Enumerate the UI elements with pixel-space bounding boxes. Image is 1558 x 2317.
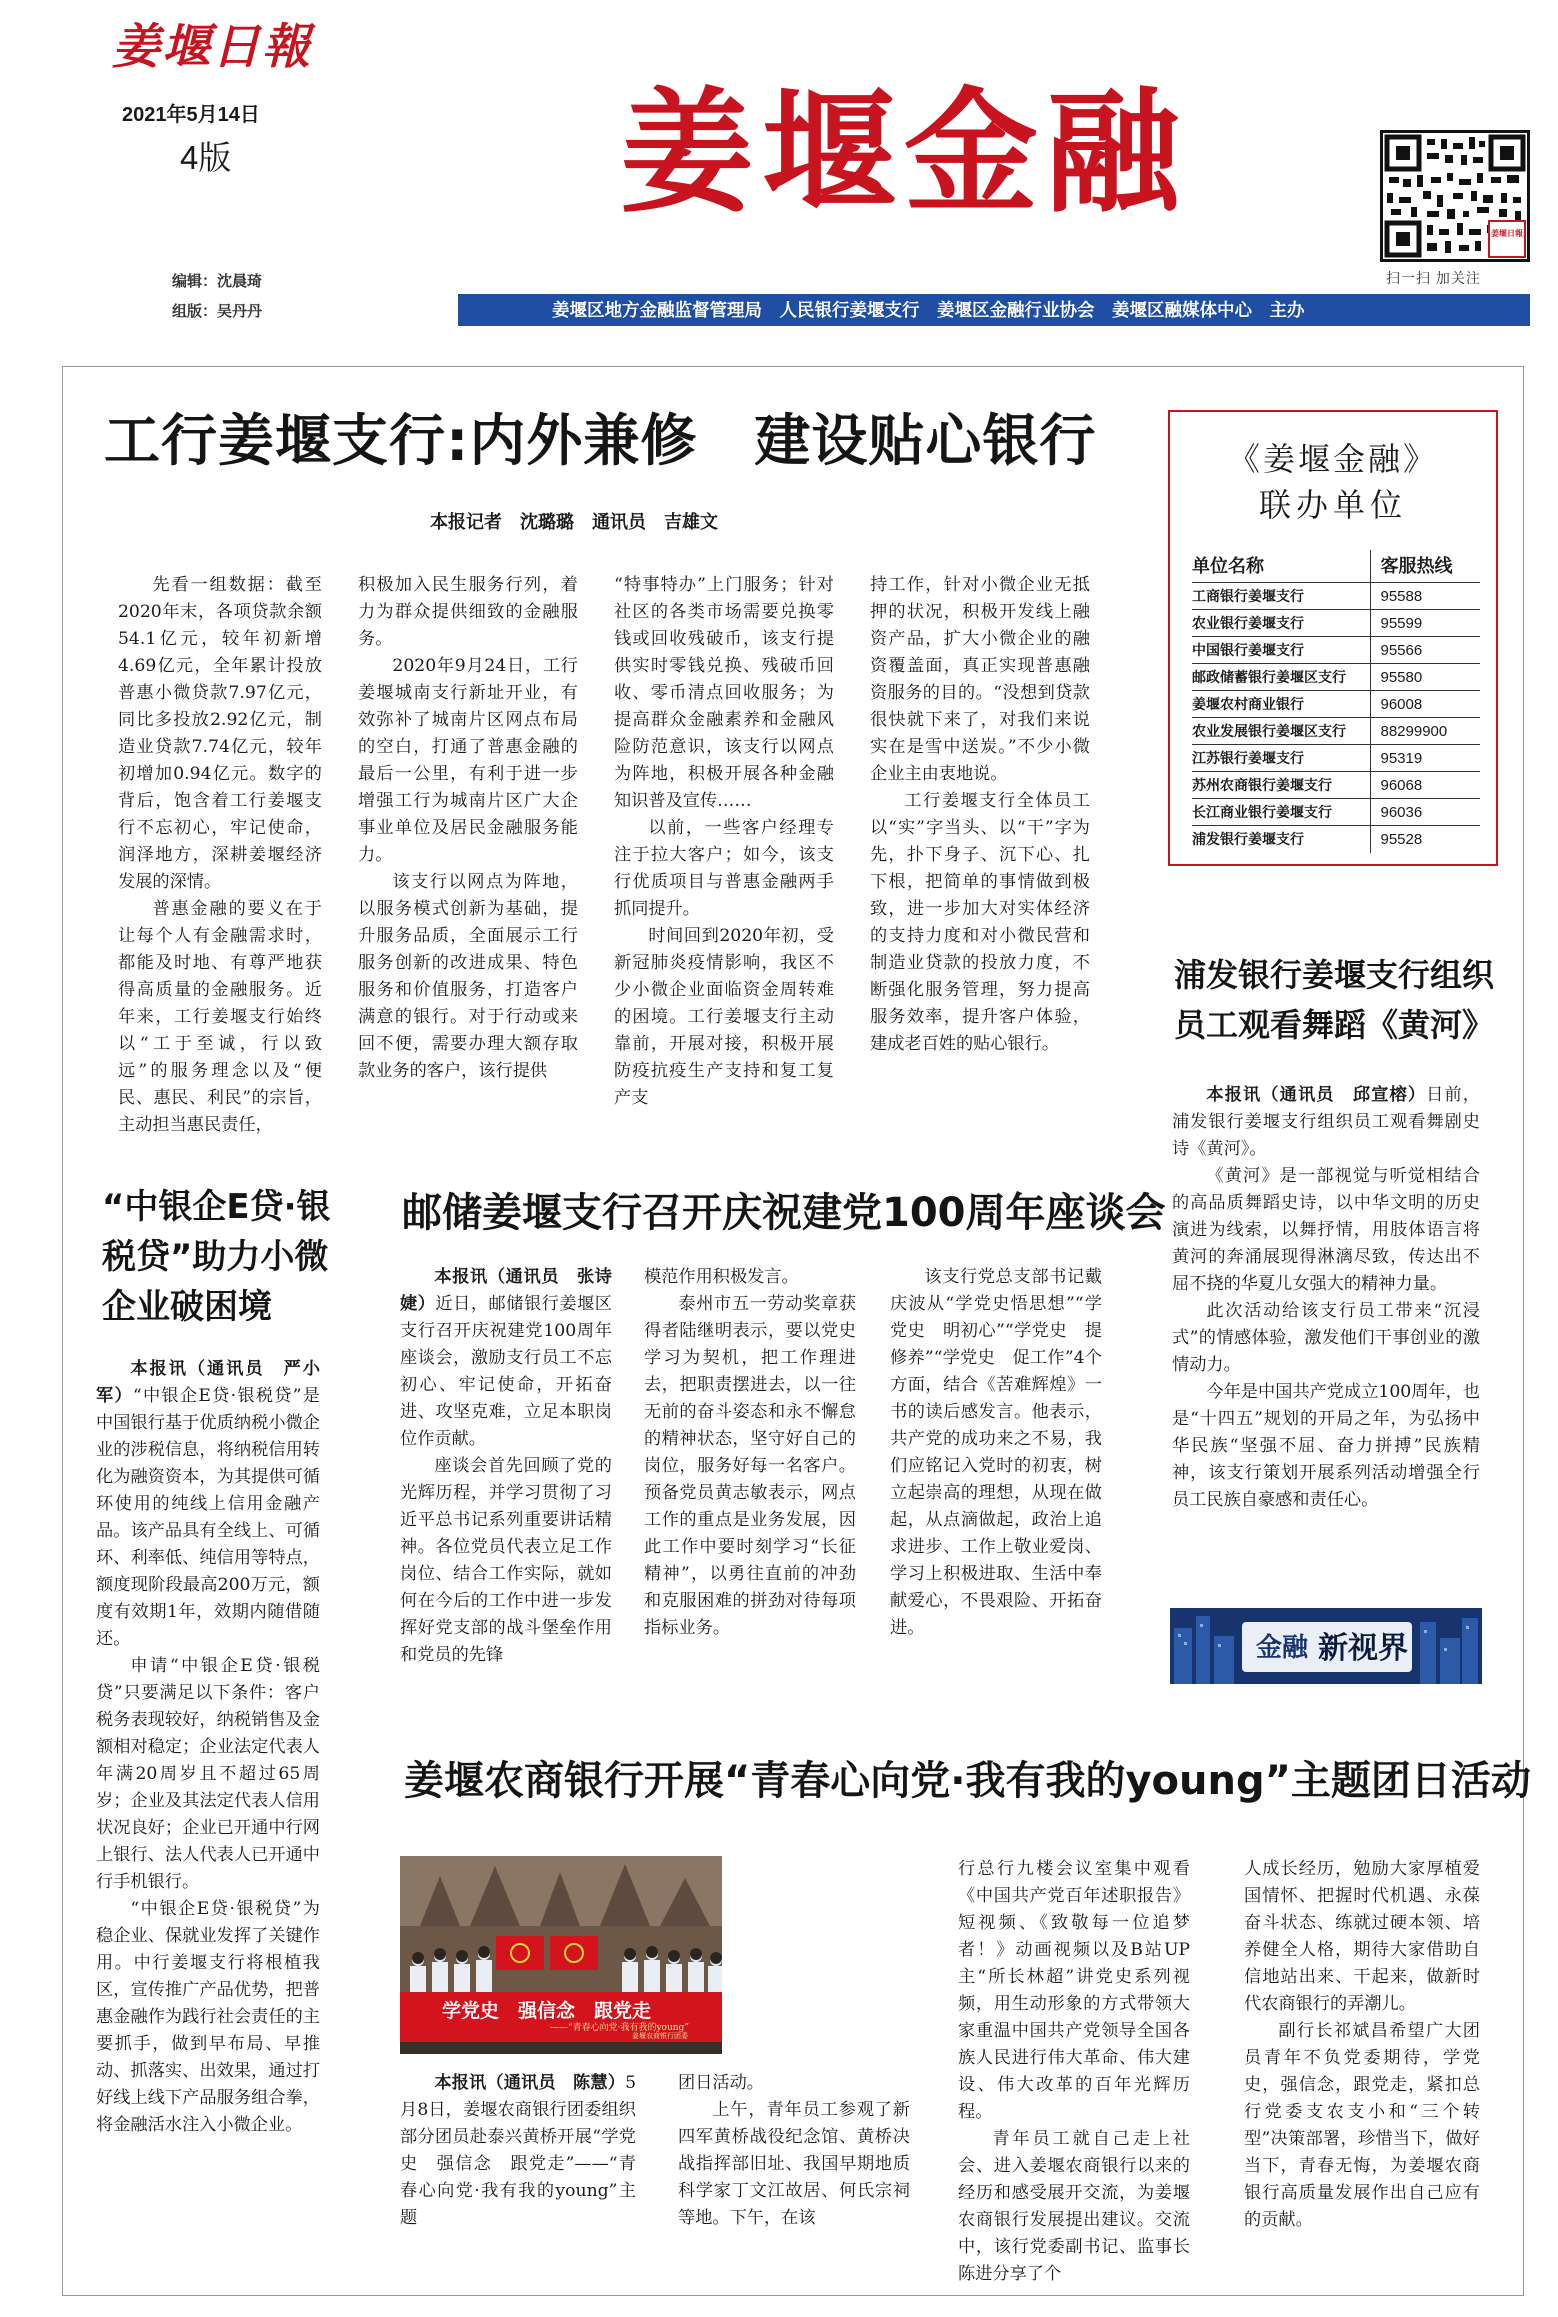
photo-banner-text: 学党史 强信念 跟党走 [442, 2000, 652, 2022]
unit-name: 江苏银行姜堰支行 [1192, 745, 1370, 772]
table-row [1192, 583, 1480, 610]
icbc-title: 工行姜堰支行:内外兼修 建设贴心银行 [104, 409, 1097, 474]
paragraph: 积极加入民生服务行列，着力为群众提供细致的金融服务。 [358, 575, 578, 649]
icbc-byline: 本报记者 沈璐璐 通讯员 吉雄文 [430, 512, 718, 533]
paper-logo [112, 18, 322, 76]
paragraph: 人成长经历，勉励大家厚植爱国情怀、把握时代机遇、永葆奋斗状态、练就过硬本领、培养健全人格，期待大家借助自信地站出来、干起来，做新时代农商银行的弄潮儿。 [1244, 1859, 1480, 2014]
unit-name: 农业银行姜堰支行 [1192, 610, 1370, 637]
unit-phone: 95588 [1380, 587, 1423, 605]
qr-pattern [1383, 133, 1527, 259]
edition-number: 4版 [180, 139, 232, 176]
units-title-2: 联办单位 [1258, 486, 1407, 524]
paragraph: 模范作用积极发言。 [644, 1267, 799, 1287]
paragraph: 普惠金融的要义在于让每个人有金融需求时，都能及时地、有尊严地获得高质量的金融服务。近年来，工行姜堰支行始终以“工于至诚，行以致远”的服务理念以及“便民、惠民、利民”的宗旨，主动担当惠民责任， [118, 899, 322, 1135]
spdb-byline: 本报讯（通讯员 邱宣榕） [1206, 1085, 1427, 1105]
psbc-title: 邮储姜堰支行召开庆祝建党100周年座谈会 [402, 1190, 1166, 1236]
boc-byline: 本报讯（通讯员 严小军） [96, 1359, 320, 1406]
rcb-col-3 [958, 1856, 1190, 2286]
icbc-col-4 [870, 572, 1090, 1112]
unit-phone: 95319 [1380, 749, 1423, 767]
spdb-body [1172, 1082, 1480, 1602]
unit-name: 中国银行姜堰支行 [1192, 637, 1370, 664]
paragraph: 副行长祁斌昌希望广大团员青年不负党委期待，学党史，强信念，跟党走，紧扣总行党委支农支小和“三个转型”决策部署，珍惜当下，做好当下，青春无悔，为姜堰农商银行高质量发展作出自己应有的贡献。 [1244, 2021, 1480, 2230]
paragraph: 申请“中银企E贷·银税贷”只要满足以下条件：客户税务表现较好，纳税销售及金额相对稳定；企业法定代表人年满20周岁且不超过65周岁；企业及其法定代表人信用状况良好；企业已开通中行网上银行、法人代表人已开通中行手机银行。 [96, 1656, 320, 1892]
paragraph: 《黄河》是一部视觉与听觉相结合的高品质舞蹈史诗，以中华文明的历史演进为线索，以舞抒情，用肢体语言将黄河的奔涌展现得淋漓尽致，传达出不屈不挠的华夏儿女强大的精神力量。 [1172, 1166, 1480, 1294]
psbc-byline: 本报讯（通讯员 张诗婕） [400, 1267, 612, 1314]
qr-logo-text: 姜堰日報 [1491, 228, 1523, 238]
icbc-col-3 [614, 572, 834, 1112]
paper-name: 姜堰日報 [112, 19, 313, 75]
paragraph: 5月8日，姜堰农商银行团委组织部分团员赴泰兴黄桥开展“学党史 强信念 跟党走”——“青春心向党·我有我的young”主题 [400, 2073, 636, 2228]
rcb-col-4 [1244, 1856, 1480, 2286]
units-table [1192, 550, 1480, 853]
paragraph: 此次活动给该支行员工带来“沉浸式”的情感体验，激发他们干事创业的激情动力。 [1172, 1301, 1480, 1375]
editor-line: 编辑：沈晨琦 [172, 273, 263, 290]
paragraph: 2020年9月24日，工行姜堰城南支行新址开业，有效弥补了城南片区网点布局的空白，打通了普惠金融的最后一公里，有利于进一步增强工行为城南片区广大企事业单位及居民金融服务能力。 [358, 656, 578, 865]
boc-title-1: “中银企E贷·银 [102, 1187, 331, 1227]
issue-date: 2021年5月14日 [122, 104, 260, 126]
paragraph: 泰州市五一劳动奖章获得者陆继明表示，要以党史学习为契机，把工作理进去，把职责摆进去，以一往无前的奋斗姿态和永不懈怠的精神状态，坚守好自己的岗位，服务好每一名客户。预备党员黄志敏表示，网点工作的重点是业务发展，因此工作中要时刻学习“长征精神”，以勇往直前的冲劲和克服困难的拼劲对待每项指标业务。 [644, 1294, 856, 1638]
banner-text-b: 新视界 [1318, 1631, 1408, 1666]
table-row [1192, 637, 1480, 664]
icbc-col-2 [358, 572, 578, 1112]
unit-name: 浦发银行姜堰支行 [1192, 826, 1370, 853]
paragraph: 持工作，针对小微企业无抵押的状况，积极开发线上融资产品，扩大小微企业的融资覆盖面，真正实现普惠融资服务的目的。“没想到贷款很快就下来了，对我们来说实在是雪中送炭。”不少小微企业主由衷地说。 [870, 575, 1090, 784]
paragraph: 先看一组数据：截至2020年末，各项贷款余额54.1亿元，较年初新增4.69亿元，全年累计投放普惠小微贷款7.97亿元，同比多投放2.92亿元，制造业贷款7.74亿元，较年初增加0.94亿元。数字的背后，饱含着工行姜堰支行不忘初心，牢记使命，润泽地方，深耕姜堰经济发展的深情。 [118, 575, 322, 892]
table-row [1192, 826, 1480, 853]
rcb-col-2 [678, 2070, 910, 2286]
rcb-title: 姜堰农商银行开展“青春心向党·我有我的young”主题团日活动 [404, 1758, 1531, 1804]
paragraph: 以前，一些客户经理专注于拉大客户；如今，该支行优质项目与普惠金融两手抓同提升。 [614, 818, 834, 919]
paragraph: “中银企E贷·银税贷”是中国银行基于优质纳税小微企业的涉税信息，将纳税信用转化为融资资本，为其提供可循环使用的纯线上信用金融产品。该产品具有全线上、可循环、利率低、纯信用等特点，额度现阶段最高200万元，额度有效期1年，效期内随借随还。 [96, 1386, 320, 1649]
finance-banner [1170, 1608, 1482, 1684]
table-row [1192, 718, 1480, 745]
unit-name: 姜堰农村商业银行 [1192, 691, 1370, 718]
qr-caption: 扫一扫 加关注 [1386, 270, 1481, 286]
composer-line: 组版：吴丹丹 [172, 303, 263, 320]
section-title: 姜堰金融 [620, 75, 1189, 231]
paragraph: “中银企E贷·银税贷”为稳企业、保就业发挥了关键作用。中行姜堰支行将根植我区，宣传推广产品优势，把普惠金融作为践行社会责任的主要抓手，做到早布局、早推动、抓落实、出效果，通过打好线上线下产品服务组合拳，将金融活水注入小微企业。 [96, 1899, 320, 2135]
paragraph: 工行姜堰支行全体员工以“实”字当头、以“干”字为先，扑下身子、沉下心、扎下根，把简单的事情做到极致，进一步加大对实体经济的支持力度和对小微民营和制造业贷款的投放力度，不断强化服务管理，努力提高服务效率，提升客户体验，建成老百姓的贴心银行。 [870, 791, 1090, 1054]
paragraph: 上午，青年员工参观了新四军黄桥战役纪念馆、黄桥决战指挥部旧址、我国早期地质科学家丁文江故居、何氏宗祠等地。下午，在该 [678, 2100, 910, 2228]
rcb-byline: 本报讯（通讯员 陈慧） [434, 2073, 626, 2093]
group-photo [400, 1856, 722, 2054]
icbc-col-1 [118, 572, 322, 1135]
paragraph: 今年是中国共产党成立100周年，也是“十四五”规划的开局之年，为弘扬中华民族“坚强不屈、奋力拼搏”民族精神，该支行策划开展系列活动增强全行员工民族自豪感和责任心。 [1172, 1382, 1480, 1510]
units-title-1: 《姜堰金融》 [1227, 440, 1438, 478]
banner-text-a: 金融 [1256, 1633, 1309, 1663]
photo-banner-sub: ——“青春心向党·我有我的young” [550, 2023, 689, 2033]
units-sidebar [1168, 410, 1498, 866]
unit-phone: 96068 [1380, 776, 1423, 794]
paragraph: 该支行以网点为阵地，以服务模式创新为基础，提升服务品质，全面展示工行服务创新的改进成果、特色服务和价值服务，打造客户满意的银行。对于行动或来回不便，需要办理大额存取款业务的客户，该行提供 [358, 872, 578, 1081]
unit-name: 苏州农商银行姜堰支行 [1192, 772, 1370, 799]
paragraph: 行总行九楼会议室集中观看《中国共产党百年述职报告》短视频、《致敬每一位追梦者！》动画视频以及B站UP主“所长林超”讲党史系列视频，用生动形象的方式带领大家重温中国共产党领导全国各族人民进行伟大革命、伟大建设、伟大改革的百年光辉历程。 [958, 1859, 1190, 2122]
paragraph: 团日活动。 [678, 2073, 764, 2093]
table-row [1192, 799, 1480, 826]
paragraph: 日前，浦发银行姜堰支行组织员工观看舞剧史诗《黄河》。 [1172, 1085, 1480, 1159]
unit-name: 农业发展银行姜堰区支行 [1192, 718, 1370, 745]
unit-name: 邮政储蓄银行姜堰区支行 [1192, 664, 1370, 691]
paragraph: 时间回到2020年初，受新冠肺炎疫情影响，我区不少小微企业面临资金周转难的困境。工行姜堰支行主动靠前，开展对接，积极开展防疫抗疫生产支持和复工复产支 [614, 926, 834, 1108]
table-row [1192, 691, 1480, 718]
paragraph: 座谈会首先回顾了党的光辉历程，并学习贯彻了习近平总书记系列重要讲话精神。各位党员代表立足工作岗位、结合工作实际，就如何在今后的工作中进一步发挥好党支部的战斗堡垒作用和党员的先锋 [400, 1456, 612, 1665]
table-row [1192, 745, 1480, 772]
psbc-col-1 [400, 1264, 612, 1674]
unit-phone: 95599 [1380, 614, 1423, 632]
qr-code [1380, 130, 1530, 262]
photo-banner-org: 姜堰农商银行团委 [632, 2032, 688, 2040]
rcb-col-1 [400, 2070, 636, 2286]
col-phone-header: 客服热线 [1380, 556, 1453, 576]
spdb-title-1: 浦发银行姜堰支行组织 [1174, 956, 1495, 994]
boc-title-2: 税贷”助力小微 [102, 1237, 329, 1277]
unit-phone: 96008 [1380, 695, 1423, 713]
col-name-header: 单位名称 [1192, 550, 1370, 583]
paragraph: 近日，邮储银行姜堰区支行召开庆祝建党100周年座谈会，激励支行员工不忘初心、牢记使命，开拓奋进、攻坚克难，立足本职岗位作贡献。 [400, 1294, 612, 1449]
paragraph: 青年员工就自己走上社会、进入姜堰农商银行以来的经历和感受展开交流，为姜堰农商银行发展提出建议。交流中，该行党委副书记、监事长陈进分享了个 [958, 2129, 1190, 2284]
unit-phone: 96036 [1380, 803, 1423, 821]
table-row [1192, 772, 1480, 799]
unit-name: 工商银行姜堰支行 [1192, 583, 1370, 610]
table-row [1192, 610, 1480, 637]
unit-phone: 88299900 [1380, 722, 1448, 740]
psbc-col-3 [890, 1264, 1102, 1674]
spdb-title-2: 员工观看舞蹈《黄河》 [1174, 1006, 1495, 1044]
sponsor-bar [458, 294, 1530, 326]
unit-phone: 95528 [1380, 830, 1423, 848]
boc-title-3: 企业破困境 [102, 1287, 272, 1327]
sponsor-text: 姜堰区地方金融监督管理局 人民银行姜堰支行 姜堰区金融行业协会 姜堰区融媒体中心 主办 [552, 300, 1305, 320]
unit-phone: 95580 [1380, 668, 1423, 686]
boc-body [96, 1356, 320, 2286]
table-row [1192, 664, 1480, 691]
paragraph: 该支行党总支部书记戴庆波从“学党史悟思想”“学党史 明初心”“学党史 提修养”“学党史 促工作”4个方面，结合《苦难辉煌》一书的读后感发言。他表示，共产党的成功来之不易，我们应铭记入党时的初衷，树立起崇高的理想，从现在做起，从点滴做起，政治上追求进步、工作上敬业爱岗、学习上积极进取、生活中奉献爱心，不畏艰险、开拓奋进。 [890, 1267, 1102, 1638]
paragraph: “特事特办”上门服务；针对社区的各类市场需要兑换零钱或回收残破币，该支行提供实时零钱兑换、残破币回收、零币清点回收服务；为提高群众金融素养和金融风险防范意识，该支行以网点为阵地，积极开展各种金融知识普及宣传…… [614, 575, 834, 811]
unit-phone: 95566 [1380, 641, 1423, 659]
psbc-col-2 [644, 1264, 856, 1674]
units-header-row [1192, 550, 1480, 583]
unit-name: 长江商业银行姜堰支行 [1192, 799, 1370, 826]
